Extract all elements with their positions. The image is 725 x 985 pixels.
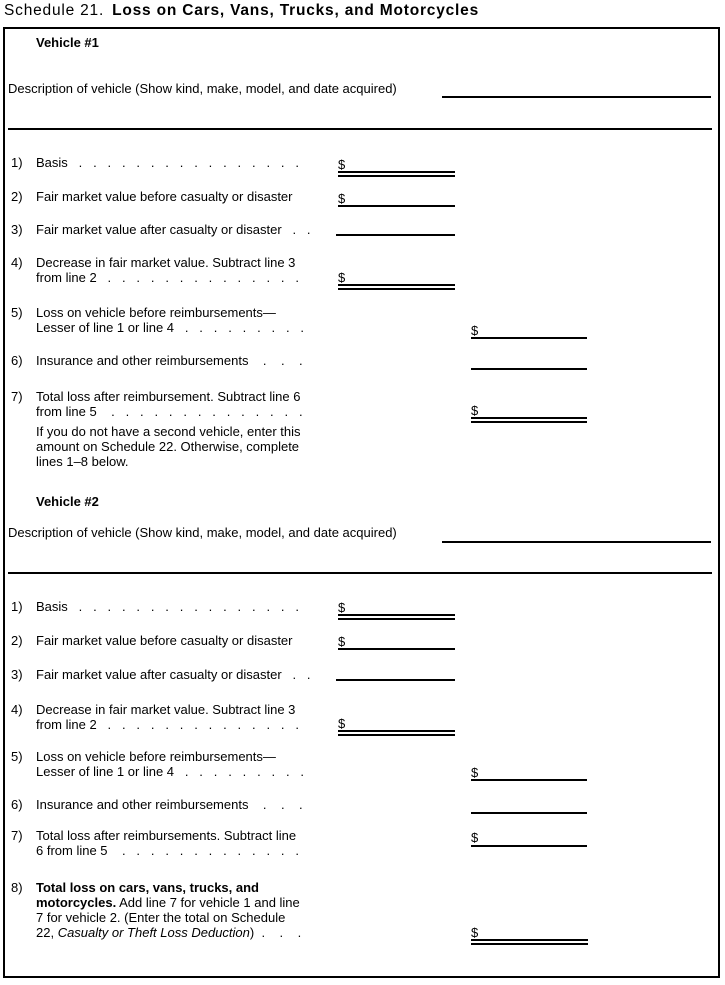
line-label: Basis . . . . . . . . . . . . . . . .: [36, 599, 299, 614]
v1-line-7: [11, 389, 303, 419]
v1-line7-note: [36, 424, 301, 469]
dollar-sign: $: [338, 270, 346, 285]
line-label-text: ) . . .: [249, 925, 302, 940]
dollar-sign: $: [338, 191, 346, 206]
v2-line4-amount-line[interactable]: [338, 730, 455, 736]
line-number: 3): [11, 222, 23, 237]
line-number: 8): [11, 880, 23, 895]
line-number: 4): [11, 702, 23, 717]
line-number: 6): [11, 797, 23, 812]
line-label: Fair market value before casualty or disaster: [36, 189, 293, 204]
line-label-bold: motorcycles.: [36, 895, 117, 910]
v2-line-8: [11, 880, 301, 940]
v1-line6-amount-line[interactable]: [471, 368, 587, 370]
vehicle1-description-label: Description of vehicle (Show kind, make, model, and date acquired): [8, 81, 397, 96]
vehicle1-description-entry-line[interactable]: [442, 96, 711, 98]
line-number: 7): [11, 828, 23, 843]
dollar-sign: $: [338, 157, 346, 172]
line-label: Fair market value after casualty or disaster . .: [36, 222, 311, 237]
dollar-sign: $: [471, 925, 479, 940]
line-number: 5): [11, 305, 23, 320]
line-number: 2): [11, 189, 23, 204]
line-label: [36, 895, 301, 910]
v2-line1-amount-line[interactable]: [338, 614, 455, 620]
line-label: Lesser of line 1 or line 4 . . . . . . . . .: [36, 320, 305, 335]
v2-line-7: [11, 828, 299, 858]
note-text: lines 1–8 below.: [36, 454, 129, 469]
v2-line-5: [11, 749, 304, 779]
v2-line3-amount-line[interactable]: [336, 679, 455, 681]
line-label: from line 2 . . . . . . . . . . . . . .: [36, 717, 299, 732]
vehicle1-heading: Vehicle #1: [36, 35, 99, 50]
line-number: 5): [11, 749, 23, 764]
line-label: [36, 925, 301, 940]
vehicle1-divider-rule: [8, 128, 712, 130]
line-label: Fair market value after casualty or disaster . .: [36, 667, 311, 682]
line-label: 7 for vehicle 2. (Enter the total on Schedule: [36, 910, 286, 925]
line-number: 6): [11, 353, 23, 368]
line-label: Lesser of line 1 or line 4 . . . . . . . . .: [36, 764, 305, 779]
line-label: Insurance and other reimbursements . . .: [36, 797, 303, 812]
v1-line5-amount-line[interactable]: [471, 337, 587, 339]
line-number: 4): [11, 255, 23, 270]
line-label: Decrease in fair market value. Subtract line 3: [36, 702, 296, 717]
v1-line2-amount-line[interactable]: [338, 205, 455, 207]
line-label: 6 from line 5 . . . . . . . . . . . . .: [36, 843, 299, 858]
line-number: 1): [11, 155, 23, 170]
note-text: If you do not have a second vehicle, enter this: [36, 424, 301, 439]
note-text: amount on Schedule 22. Otherwise, complete: [36, 439, 300, 454]
line-number: 3): [11, 667, 23, 682]
line-label-italic: Casualty or Theft Loss Deduction: [57, 925, 250, 940]
schedule-number: Schedule 21.: [4, 2, 105, 19]
v2-line2-amount-line[interactable]: [338, 648, 455, 650]
line-label: Total loss after reimbursements. Subtract line: [36, 828, 297, 843]
v1-line4-amount-line[interactable]: [338, 284, 455, 290]
v1-line-1: [11, 155, 299, 170]
line-number: 7): [11, 389, 23, 404]
schedule-title: Loss on Cars, Vans, Trucks, and Motorcycles: [112, 2, 480, 19]
dollar-sign: $: [471, 403, 479, 418]
v2-line-4: [11, 702, 299, 732]
v1-line-5: [11, 305, 304, 335]
line-number: 1): [11, 599, 23, 614]
dollar-sign: $: [338, 716, 346, 731]
line-label-text: 22,: [36, 925, 58, 940]
v1-line7-amount-line[interactable]: [471, 417, 587, 423]
line-label: from line 5 . . . . . . . . . . . . . .: [36, 404, 303, 419]
line-label-bold: Total loss on cars, vans, trucks, and: [36, 880, 259, 895]
v1-line-6: [11, 353, 303, 368]
line-label-text: Add line 7 for vehicle 1 and line: [116, 895, 300, 910]
dollar-sign: $: [338, 600, 346, 615]
page-title: [4, 0, 479, 22]
v1-line3-amount-line[interactable]: [336, 234, 455, 236]
v1-line1-amount-line[interactable]: [338, 171, 455, 177]
dollar-sign: $: [471, 765, 479, 780]
line-label: Loss on vehicle before reimbursements—: [36, 305, 276, 320]
v1-line-2: [11, 189, 293, 204]
line-label: Total loss after reimbursement. Subtract line 6: [36, 389, 301, 404]
v2-line-3: [11, 667, 311, 682]
dollar-sign: $: [471, 323, 479, 338]
dollar-sign: $: [471, 830, 479, 845]
vehicle2-heading: Vehicle #2: [36, 494, 99, 509]
line-label: Decrease in fair market value. Subtract line 3: [36, 255, 296, 270]
line-label: Loss on vehicle before reimbursements—: [36, 749, 276, 764]
dollar-sign: $: [338, 634, 346, 649]
v2-line-1: [11, 599, 299, 614]
v2-line6-amount-line[interactable]: [471, 812, 587, 814]
line-number: 2): [11, 633, 23, 648]
vehicle2-divider-rule: [8, 572, 712, 574]
line-label: from line 2 . . . . . . . . . . . . . .: [36, 270, 299, 285]
v2-line-2: [11, 633, 293, 648]
v2-line7-amount-line[interactable]: [471, 845, 587, 847]
v1-line-3: [11, 222, 311, 237]
line-label: Insurance and other reimbursements . . .: [36, 353, 303, 368]
v1-line-4: [11, 255, 299, 285]
line-label: Basis . . . . . . . . . . . . . . . .: [36, 155, 299, 170]
v2-line8-amount-line[interactable]: [471, 939, 588, 945]
vehicle2-description-label: Description of vehicle (Show kind, make, model, and date acquired): [8, 525, 397, 540]
v2-line-6: [11, 797, 303, 812]
line-label: Fair market value before casualty or disaster: [36, 633, 293, 648]
v2-line5-amount-line[interactable]: [471, 779, 587, 781]
vehicle2-description-entry-line[interactable]: [442, 541, 711, 543]
